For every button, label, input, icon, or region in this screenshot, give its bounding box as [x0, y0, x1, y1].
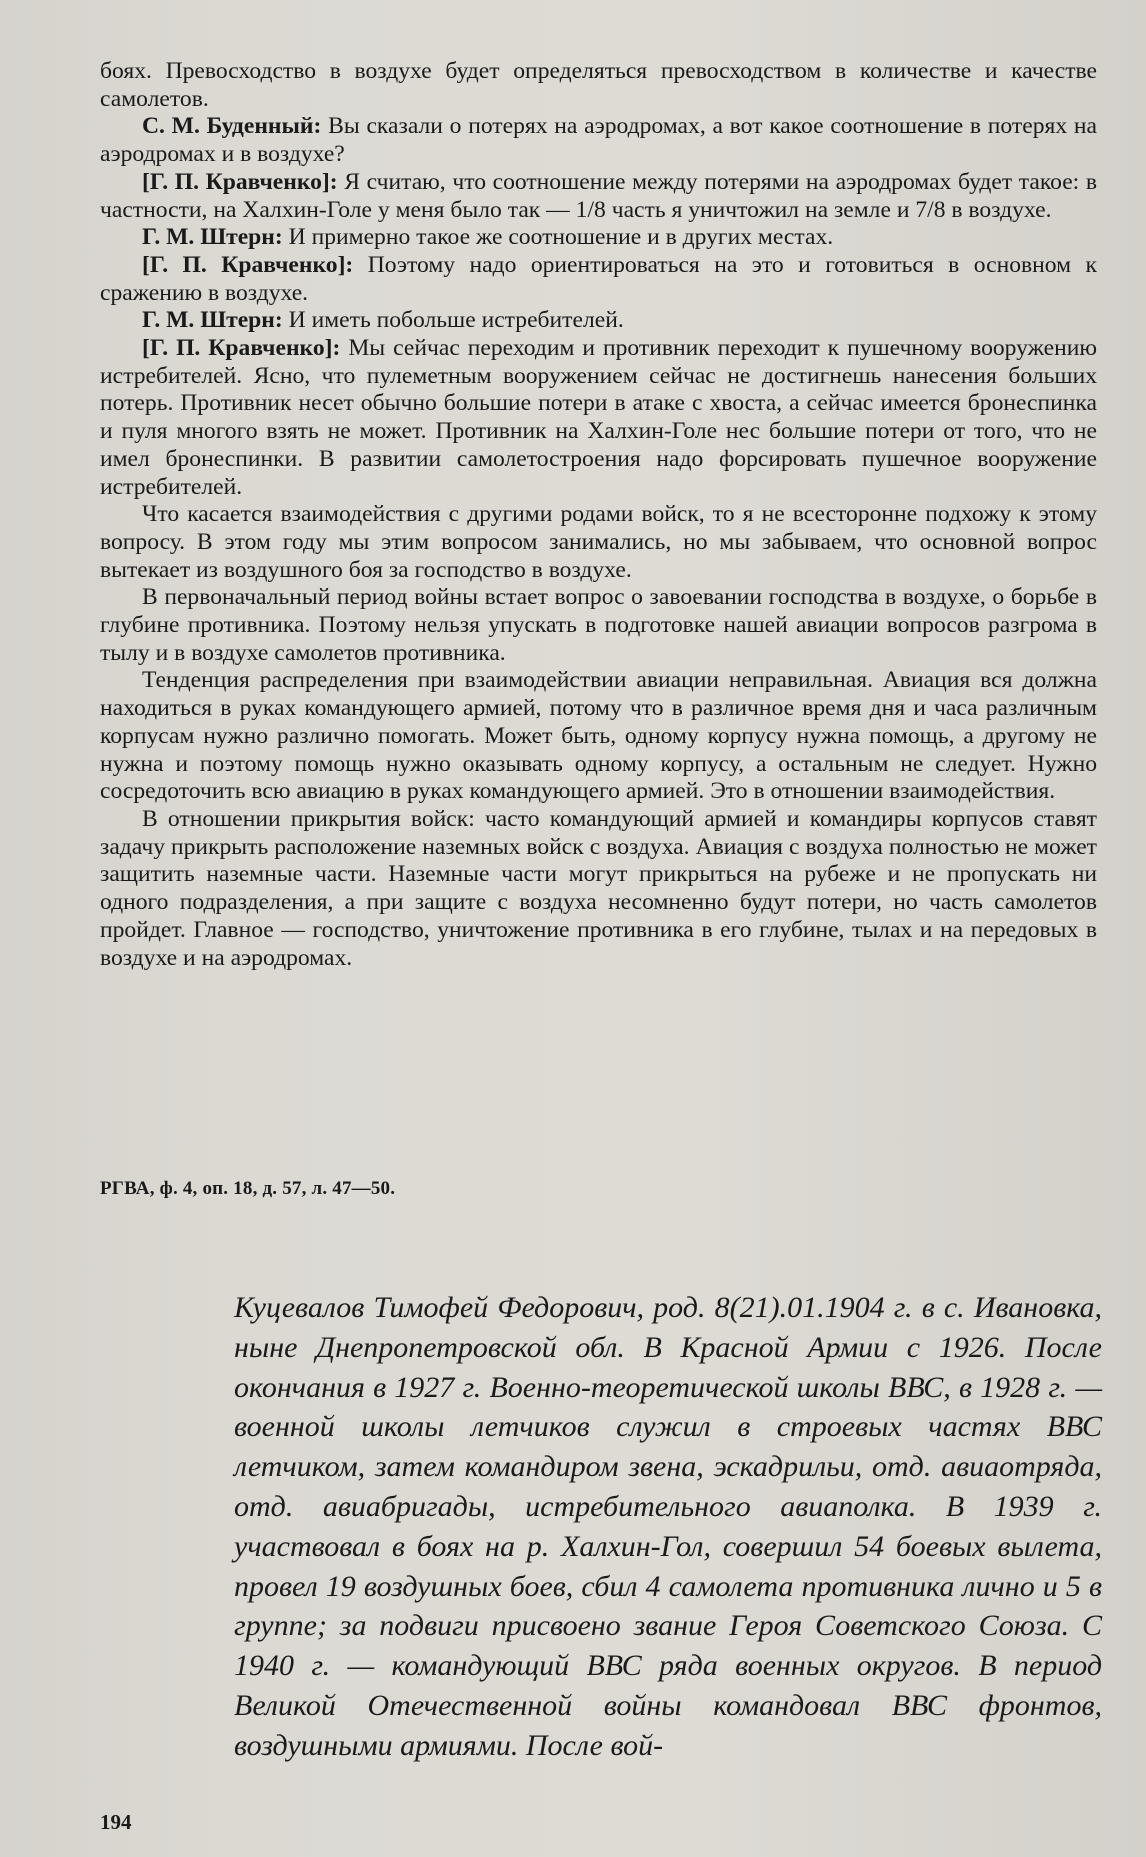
transcript-body [100, 58, 1097, 972]
speaker-label: [Г. П. Кравченко]: [142, 335, 341, 362]
paragraph-text: В отношении прикрытия войск: часто командующий армией и командиры корпусов ставят задачу прикрыть расположение наземных войск с воздуха. Авиация с воздуха полностью не может защитить наземные части. Наземные части могут прикрыться на рубеже и не пропускать ни одного подразделения, а при защите с воздуха несомненно будут потери, но часть самолетов пройдет. Главное — господство, уничтожение противника в его глубине, тылах и на передовых в воздухе и на аэродромах. [100, 805, 1097, 971]
paragraph-7 [100, 501, 1097, 584]
paragraph-5 [100, 307, 1097, 335]
paragraph-text: И примерно такое же соотношение и в других местах. [282, 224, 834, 251]
paragraph-text: боях. Превосходство в воздухе будет определяться превосходством в количестве и качестве самолетов. [100, 58, 1097, 112]
paragraph-text: Поэтому надо ориентироваться на это и готовиться в основном к сражению в воздухе. [100, 251, 1097, 306]
paragraph-text: Тенденция распределения при взаимодействии авиации неправильная. Авиация вся должна находиться в руках командующего армией, потому что в различное время дня и часа различным корпусам нужно различно помогать. Может быть, одному корпусу нужна помощь, а другому не нужна и поэтому помощь нужно оказывать одному корпусу, а остальным не следует. Нужно сосредоточить всю авиацию в руках командующего армией. Это в отношении взаимодействия. [100, 667, 1097, 805]
speaker-label: Г. М. Штерн: [142, 307, 283, 334]
paragraph-0 [100, 58, 1097, 113]
paragraph-8 [100, 584, 1097, 667]
paragraph-text: Вы сказали о потерях на аэродромах, а вот какое соотношение в потерях на аэродромах и в воздухе? [100, 113, 1097, 168]
paragraph-3 [100, 224, 1097, 252]
paragraph-text: Я считаю, что соотношение между потерями на аэродромах будет такое: в частности, на Халхин-Голе у меня было так — 1/8 часть я уничтожил на земле и 7/8 в воздухе. [100, 168, 1098, 223]
paragraph-text: Что касается взаимодействия с другими родами войск, то я не всесторонне подхожу к этому вопросу. В этом году мы этим вопросом занимались, но мы забываем, что основной вопрос вытекает из воздушного боя за господство в воздухе. [100, 501, 1097, 583]
speaker-label: [Г. П. Кравченко]: [142, 251, 354, 278]
paragraph-10 [100, 806, 1097, 972]
paragraph-2 [100, 169, 1097, 224]
speaker-label: Г. М. Штерн: [142, 224, 283, 251]
paragraph-1 [100, 113, 1097, 168]
paragraph-text: Мы сейчас переходим и противник переходит к пушечному вооружению истребителей. Ясно, что пулеметным вооружением сейчас не достигнешь нанесения больших потерь. Противник несет обычно большие потери в атаке с хвоста, а сейчас имеется бронеспинка и пуля многого взять не может. Противник на Халхин-Голе нес большие потери от того, что не имел бронеспинки. В развитии самолетостроения надо форсировать пушечное вооружение истребителей. [100, 335, 1097, 500]
paragraph-4 [100, 252, 1097, 307]
paragraph-6 [100, 335, 1097, 501]
page-number: 194 [100, 1810, 132, 1834]
paragraph-text: И иметь побольше истребителей. [282, 307, 624, 334]
speaker-label: [Г. П. Кравченко]: [142, 168, 338, 195]
paragraph-9 [100, 667, 1097, 806]
speaker-label: С. М. Буденный: [142, 113, 322, 140]
archive-source-reference: РГВА, ф. 4, оп. 18, д. 57, л. 47—50. [100, 1178, 396, 1199]
paragraph-text: В первоначальный период войны встает вопрос о завоевании господства в воздухе, о борьбе в глубине противника. Поэтому нельзя упускать в подготовке нашей авиации вопросов разгрома в тылу и в воздухе самолетов противника. [100, 584, 1097, 666]
biographical-footnote: Куцевалов Тимофей Федорович, род. 8(21).01.1904 г. в с. Ивановка, ныне Днепропетровской обл. В Красной Армии с 1926. После окончания в 1927 г. Военно-теоретической школы ВВС, в 1928 г. — военной школы летчиков служил в строевых частях ВВС летчиком, затем командиром звена, эскадрильи, отд. авиаотряда, отд. авиабригады, истребительного авиаполка. В 1939 г. участвовал в боях на р. Халхин-Гол, совершил 54 боевых вылета, провел 19 воздушных боев, сбил 4 самолета противника лично и 5 в группе; за подвиги присвоено звание Героя Советского Союза. С 1940 г. — командующий ВВС ряда военных округов. В период Великой Отечественной войны командовал ВВС фронтов, воздушными армиями. После вой- [234, 1291, 1102, 1762]
